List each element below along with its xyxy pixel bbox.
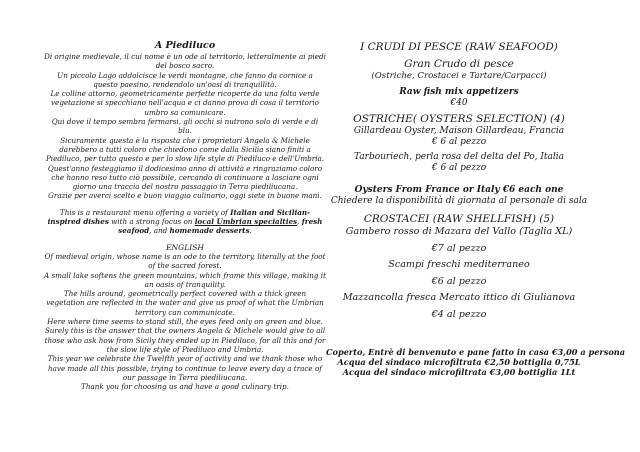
about-it-paragraph: Le colline attorno, geometricamente perfette ricoperte da una folta verde vegetazione si specchiano nell'acqua e ci danno prova di cosa il territorio umbro sa comunicare. — [50, 89, 320, 117]
oysters-france-italy: Oysters From France or Italy €6 each one — [354, 185, 564, 195]
section-title-oysters: OSTRICHE( OYSTERS SELECTION) (4) — [353, 113, 565, 125]
tarbouriech-item: Tarbouriech, perla rosa del delta del Po, Italia — [353, 152, 565, 162]
scampi-item: Scampi freschi mediterraneo — [388, 259, 530, 270]
about-title: A Piediluco — [154, 40, 216, 51]
gillardeau-item: Gillardeau Oyster, Maison Gillardeau, Francia — [353, 126, 565, 136]
offer-text: , and — [149, 226, 170, 236]
menu-offer-summary — [44, 208, 326, 236]
about-it-paragraph: Sicuramente questa è la risposta che i proprietari Angela & Michele darebbero a tutti coloro che chiedono come dalla Sicilia siano finiti a Piediluco, per tutto questo e per lo slow life style di Piediluco e dell'Umbria. — [45, 135, 325, 164]
about-en-paragraph: Thank you for choosing us and have a good culinary trip. — [81, 382, 289, 392]
about-en-paragraph: The hills around, geometrically perfect covered with a thick green vegetation are reflected in the water and give us proof of what the Umbrian territory can communicate. — [46, 289, 324, 317]
scampi-price: €6 al pezzo — [431, 275, 487, 287]
about-it-paragraph: Qui dove il tempo sembra fermarsi, gli occhi si nutrono solo di verde e di blu. — [51, 117, 319, 136]
raw-seafood-column — [326, 40, 626, 377]
tarbouriech-price: € 6 al pezzo — [431, 163, 487, 173]
availability-note: Chiedere la disponibilità di giornata al personale di sala — [330, 196, 588, 206]
about-it-paragraph: Di origine medievale, il cui nome è un ode al territorio, letteralmente ai piedi del bosco sacro. — [44, 52, 326, 71]
section-title-shellfish: CROSTACEI (RAW SHELLFISH) (5) — [363, 213, 555, 225]
about-en-paragraph: Surely this is the answer that the owners Angela & Michele would give to all those who ask how from Sicily they ended up in Piediluco, for all this and for the slow life style of Piediluco and Umbria. — [44, 326, 326, 354]
offer-text: , — [297, 217, 302, 227]
section-title-raw-seafood: I CRUDI DI PESCE (RAW SEAFOOD) — [360, 41, 558, 53]
cover-charge: Coperto, Entrè di benvenuto e pane fatto in casa €3,00 a persona — [326, 347, 626, 357]
about-it-paragraph: Quest'anno festeggiamo il dodicesimo anno di attività e ringraziamo coloro che hanno reso tutto ciò possibile, cercando di continuare a lasciare ogni giorno una traccia del nostro passaggio in Terra piediliucana. — [47, 163, 323, 192]
about-column — [44, 40, 326, 391]
crudo-description: (Ostriche, Crostacei e Tartare/Carpacci) — [371, 71, 547, 81]
about-en-paragraph: A small lake softens the green mountains, which frame this village, making it an oasis of tranquility. — [44, 270, 326, 289]
offer-text: with a strong focus on — [108, 217, 195, 227]
water-075: Acqua del sindaco microfiltrata €2,50 bottiglia 0,75L — [337, 357, 581, 367]
mix-appetizers-price: €40 — [450, 98, 468, 108]
gambero-item: Gambero rosso di Mazara del Vallo (Taglia XL) — [345, 226, 573, 237]
offer-text: This is a restaurant menu offering a variety of — [59, 207, 231, 217]
offer-text: . — [249, 226, 252, 236]
offer-highlight: fresh seafood — [118, 217, 323, 236]
mazzancolla-price: €4 al pezzo — [431, 308, 487, 320]
about-en-paragraph: Of medieval origin, whose name is an ode to the territory, literally at the foot of the sacred forest. — [44, 251, 326, 271]
about-it-paragraph: Grazie per averci scelto e buon viaggio culinario, oggi siete in buone mani. — [48, 191, 322, 201]
gambero-price: €7 al pezzo — [431, 242, 487, 254]
about-english-text — [44, 252, 326, 391]
about-it-paragraph: Un piccolo Lago addolcisce le verdi montagne, che fanno da cornice a questo paesino, rendendolo un'oasi di tranquillità. — [57, 70, 313, 89]
about-italian-text — [44, 52, 326, 201]
english-heading: ENGLISH — [165, 242, 205, 252]
water-1l: Acqua del sindaco microfiltrata €3,00 bottiglia 1Lt — [342, 367, 576, 377]
offer-highlight: homemade desserts — [169, 226, 250, 236]
gillardeau-price: € 6 al pezzo — [431, 137, 487, 147]
cover-charge-and-water — [326, 347, 626, 377]
about-en-paragraph: Here where time seems to stand still, the eyes feed only on green and blue. — [47, 317, 323, 327]
offer-highlight: local Umbrian specialties — [194, 217, 298, 227]
crudo-title: Gran Crudo di pesce — [404, 58, 514, 70]
mazzancolla-item: Mazzancolla fresca Mercato ittico di Giulianova — [342, 292, 576, 303]
mix-appetizers-title: Raw fish mix appetizers — [399, 87, 519, 97]
about-en-paragraph: This year we celebrate the Twelfth year of activity and we thank those who have made all this possible, trying to continue to leave every day a trace of our passage in Terra piediliucana. — [47, 354, 323, 382]
offer-highlight: Italian and Sicilian-inspired dishes — [47, 207, 311, 227]
